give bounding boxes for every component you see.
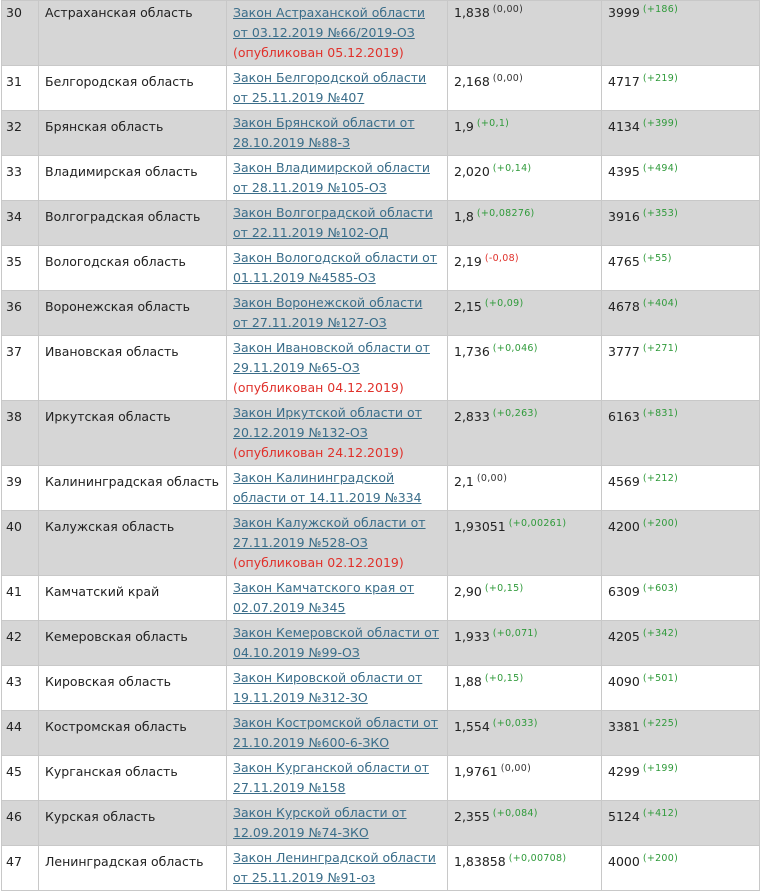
cost-value: 4395 bbox=[608, 164, 640, 179]
row-number: 30 bbox=[2, 1, 39, 66]
table-row bbox=[2, 846, 760, 891]
cost-delta: (+212) bbox=[642, 473, 679, 484]
law-link[interactable]: Закон Костромской области от 21.10.2019 №600-6-ЗКО bbox=[233, 715, 439, 750]
cost-cell bbox=[602, 1, 760, 66]
region-name: Кировская область bbox=[39, 666, 227, 711]
coefficient-delta: (0,00) bbox=[492, 73, 524, 84]
coefficient-cell bbox=[448, 156, 602, 201]
region-name: Курганская область bbox=[39, 756, 227, 801]
coefficient-delta: (+0,263) bbox=[492, 408, 538, 419]
cost-value: 4299 bbox=[608, 764, 640, 779]
law-link[interactable]: Закон Кемеровской области от 04.10.2019 №99-ОЗ bbox=[233, 625, 440, 660]
coefficient-delta: (0,00) bbox=[492, 4, 524, 15]
cost-delta: (+199) bbox=[642, 763, 679, 774]
cost-cell bbox=[602, 66, 760, 111]
law-cell bbox=[227, 336, 448, 401]
coefficient-cell bbox=[448, 336, 602, 401]
cost-cell bbox=[602, 511, 760, 576]
coefficient-delta: (+0,15) bbox=[484, 673, 524, 684]
cost-value: 3777 bbox=[608, 344, 640, 359]
law-cell bbox=[227, 711, 448, 756]
region-name: Кемеровская область bbox=[39, 621, 227, 666]
cost-delta: (+831) bbox=[642, 408, 679, 419]
cost-value: 4200 bbox=[608, 519, 640, 534]
law-link[interactable]: Закон Кировской области от 19.11.2019 №312-ЗО bbox=[233, 670, 423, 705]
coefficient-delta: (+0,00708) bbox=[508, 853, 567, 864]
table-row bbox=[2, 801, 760, 846]
region-name: Астраханская область bbox=[39, 1, 227, 66]
row-number: 33 bbox=[2, 156, 39, 201]
cost-cell bbox=[602, 801, 760, 846]
region-name: Вологодская область bbox=[39, 246, 227, 291]
coefficient-cell bbox=[448, 511, 602, 576]
cost-value: 4678 bbox=[608, 299, 640, 314]
coefficient-delta: (+0,09) bbox=[484, 298, 524, 309]
law-link[interactable]: Закон Калужской области от 27.11.2019 №528-ОЗ bbox=[233, 515, 426, 550]
cost-value: 4134 bbox=[608, 119, 640, 134]
law-cell bbox=[227, 466, 448, 511]
law-cell bbox=[227, 576, 448, 621]
coefficient-delta: (+0,046) bbox=[492, 343, 538, 354]
region-name: Иркутская область bbox=[39, 401, 227, 466]
region-name: Волгоградская область bbox=[39, 201, 227, 246]
coefficient-delta: (0,00) bbox=[476, 473, 508, 484]
published-note: (опубликован 02.12.2019) bbox=[233, 555, 404, 570]
table-row bbox=[2, 156, 760, 201]
cost-delta: (+225) bbox=[642, 718, 679, 729]
cost-cell bbox=[602, 156, 760, 201]
law-link[interactable]: Закон Воронежской области от 27.11.2019 №127-ОЗ bbox=[233, 295, 423, 330]
cost-delta: (+342) bbox=[642, 628, 679, 639]
law-cell bbox=[227, 621, 448, 666]
coefficient-value: 2,90 bbox=[454, 584, 482, 599]
cost-cell bbox=[602, 111, 760, 156]
coefficient-value: 1,736 bbox=[454, 344, 490, 359]
coefficient-delta: (+0,033) bbox=[492, 718, 538, 729]
law-link[interactable]: Закон Брянской области от 28.10.2019 №88-З bbox=[233, 115, 415, 150]
cost-value: 4569 bbox=[608, 474, 640, 489]
cost-cell bbox=[602, 246, 760, 291]
law-link[interactable]: Закон Курганской области от 27.11.2019 №158 bbox=[233, 760, 429, 795]
table-row bbox=[2, 66, 760, 111]
region-name: Калужская область bbox=[39, 511, 227, 576]
region-name: Владимирская область bbox=[39, 156, 227, 201]
row-number: 35 bbox=[2, 246, 39, 291]
cost-value: 4090 bbox=[608, 674, 640, 689]
law-link[interactable]: Закон Ленинградской области от 25.11.2019 №91-оз bbox=[233, 850, 436, 885]
coefficient-cell bbox=[448, 621, 602, 666]
regions-table bbox=[1, 0, 760, 891]
coefficient-cell bbox=[448, 846, 602, 891]
row-number: 32 bbox=[2, 111, 39, 156]
coefficient-cell bbox=[448, 711, 602, 756]
coefficient-delta: (-0,08) bbox=[484, 253, 519, 264]
table-row bbox=[2, 511, 760, 576]
row-number: 46 bbox=[2, 801, 39, 846]
table-row bbox=[2, 201, 760, 246]
coefficient-cell bbox=[448, 291, 602, 336]
row-number: 36 bbox=[2, 291, 39, 336]
cost-value: 6309 bbox=[608, 584, 640, 599]
coefficient-cell bbox=[448, 401, 602, 466]
cost-cell bbox=[602, 201, 760, 246]
coefficient-delta: (0,00) bbox=[500, 763, 532, 774]
cost-delta: (+404) bbox=[642, 298, 679, 309]
law-cell bbox=[227, 801, 448, 846]
cost-value: 4717 bbox=[608, 74, 640, 89]
row-number: 34 bbox=[2, 201, 39, 246]
table-row bbox=[2, 466, 760, 511]
law-cell bbox=[227, 846, 448, 891]
coefficient-delta: (+0,071) bbox=[492, 628, 538, 639]
law-cell bbox=[227, 756, 448, 801]
cost-delta: (+55) bbox=[642, 253, 672, 264]
coefficient-cell bbox=[448, 111, 602, 156]
cost-value: 4765 bbox=[608, 254, 640, 269]
table-row bbox=[2, 756, 760, 801]
table-row bbox=[2, 576, 760, 621]
coefficient-cell bbox=[448, 466, 602, 511]
cost-delta: (+186) bbox=[642, 4, 679, 15]
row-number: 44 bbox=[2, 711, 39, 756]
coefficient-delta: (+0,14) bbox=[492, 163, 532, 174]
coefficient-cell bbox=[448, 666, 602, 711]
cost-delta: (+219) bbox=[642, 73, 679, 84]
law-link[interactable]: Закон Белгородской области от 25.11.2019 №407 bbox=[233, 70, 427, 105]
region-name: Курская область bbox=[39, 801, 227, 846]
table-row bbox=[2, 401, 760, 466]
cost-value: 4000 bbox=[608, 854, 640, 869]
cost-cell bbox=[602, 621, 760, 666]
region-name: Брянская область bbox=[39, 111, 227, 156]
cost-delta: (+353) bbox=[642, 208, 679, 219]
coefficient-value: 1,933 bbox=[454, 629, 490, 644]
law-link[interactable]: Закон Волгоградской области от 22.11.2019 №102-ОД bbox=[233, 205, 433, 240]
cost-cell bbox=[602, 291, 760, 336]
cost-delta: (+399) bbox=[642, 118, 679, 129]
law-cell bbox=[227, 401, 448, 466]
region-name: Калининградская область bbox=[39, 466, 227, 511]
cost-value: 3999 bbox=[608, 5, 640, 20]
coefficient-cell bbox=[448, 756, 602, 801]
row-number: 37 bbox=[2, 336, 39, 401]
region-name: Ивановская область bbox=[39, 336, 227, 401]
row-number: 45 bbox=[2, 756, 39, 801]
region-name: Воронежская область bbox=[39, 291, 227, 336]
coefficient-delta: (+0,15) bbox=[484, 583, 524, 594]
law-cell bbox=[227, 201, 448, 246]
cost-delta: (+494) bbox=[642, 163, 679, 174]
coefficient-delta: (+0,084) bbox=[492, 808, 538, 819]
law-link[interactable]: Закон Ивановской области от 29.11.2019 №65-ОЗ bbox=[233, 340, 430, 375]
cost-cell bbox=[602, 846, 760, 891]
coefficient-value: 1,8 bbox=[454, 209, 474, 224]
law-link[interactable]: Закон Владимирской области от 28.11.2019 №105-ОЗ bbox=[233, 160, 430, 195]
law-cell bbox=[227, 111, 448, 156]
coefficient-cell bbox=[448, 1, 602, 66]
law-link[interactable]: Закон Астраханской области от 03.12.2019 №66/2019-ОЗ bbox=[233, 5, 425, 40]
coefficient-cell bbox=[448, 201, 602, 246]
coefficient-value: 2,833 bbox=[454, 409, 490, 424]
row-number: 40 bbox=[2, 511, 39, 576]
coefficient-value: 2,355 bbox=[454, 809, 490, 824]
cost-delta: (+501) bbox=[642, 673, 679, 684]
coefficient-value: 2,1 bbox=[454, 474, 474, 489]
coefficient-cell bbox=[448, 576, 602, 621]
law-link[interactable]: Закон Иркутской области от 20.12.2019 №132-ОЗ bbox=[233, 405, 422, 440]
row-number: 47 bbox=[2, 846, 39, 891]
law-cell bbox=[227, 246, 448, 291]
law-cell bbox=[227, 666, 448, 711]
law-cell bbox=[227, 156, 448, 201]
published-note: (опубликован 04.12.2019) bbox=[233, 380, 404, 395]
coefficient-value: 1,83858 bbox=[454, 854, 506, 869]
region-name: Белгородская область bbox=[39, 66, 227, 111]
table-row bbox=[2, 666, 760, 711]
law-cell bbox=[227, 291, 448, 336]
cost-cell bbox=[602, 711, 760, 756]
row-number: 31 bbox=[2, 66, 39, 111]
published-note: (опубликован 05.12.2019) bbox=[233, 45, 404, 60]
coefficient-value: 1,88 bbox=[454, 674, 482, 689]
coefficient-value: 2,020 bbox=[454, 164, 490, 179]
table-row bbox=[2, 621, 760, 666]
coefficient-value: 1,9761 bbox=[454, 764, 498, 779]
cost-cell bbox=[602, 336, 760, 401]
cost-value: 6163 bbox=[608, 409, 640, 424]
cost-value: 4205 bbox=[608, 629, 640, 644]
law-cell bbox=[227, 511, 448, 576]
cost-cell bbox=[602, 756, 760, 801]
cost-cell bbox=[602, 666, 760, 711]
law-link[interactable]: Закон Вологодской области от 01.11.2019 №4585-ОЗ bbox=[233, 250, 438, 285]
cost-value: 3381 bbox=[608, 719, 640, 734]
coefficient-value: 2,19 bbox=[454, 254, 482, 269]
table-row bbox=[2, 1, 760, 66]
cost-cell bbox=[602, 401, 760, 466]
coefficient-value: 1,9 bbox=[454, 119, 474, 134]
coefficient-cell bbox=[448, 801, 602, 846]
coefficient-value: 1,838 bbox=[454, 5, 490, 20]
table-row bbox=[2, 336, 760, 401]
coefficient-cell bbox=[448, 66, 602, 111]
table-row bbox=[2, 111, 760, 156]
row-number: 38 bbox=[2, 401, 39, 466]
coefficient-cell bbox=[448, 246, 602, 291]
cost-delta: (+200) bbox=[642, 853, 679, 864]
coefficient-value: 2,15 bbox=[454, 299, 482, 314]
law-link[interactable]: Закон Калининградской области от 14.11.2019 №334 bbox=[233, 470, 422, 505]
coefficient-value: 2,168 bbox=[454, 74, 490, 89]
row-number: 42 bbox=[2, 621, 39, 666]
region-name: Костромская область bbox=[39, 711, 227, 756]
cost-value: 3916 bbox=[608, 209, 640, 224]
law-link[interactable]: Закон Камчатского края от 02.07.2019 №345 bbox=[233, 580, 415, 615]
coefficient-value: 1,93051 bbox=[454, 519, 506, 534]
cost-cell bbox=[602, 576, 760, 621]
coefficient-delta: (+0,08276) bbox=[476, 208, 535, 219]
cost-delta: (+412) bbox=[642, 808, 679, 819]
table-row bbox=[2, 246, 760, 291]
cost-delta: (+200) bbox=[642, 518, 679, 529]
table-row bbox=[2, 711, 760, 756]
published-note: (опубликован 24.12.2019) bbox=[233, 445, 404, 460]
table-row bbox=[2, 291, 760, 336]
region-name: Камчатский край bbox=[39, 576, 227, 621]
cost-delta: (+271) bbox=[642, 343, 679, 354]
law-link[interactable]: Закон Курской области от 12.09.2019 №74-ЗКО bbox=[233, 805, 407, 840]
coefficient-delta: (+0,1) bbox=[476, 118, 510, 129]
coefficient-delta: (+0,00261) bbox=[508, 518, 567, 529]
row-number: 41 bbox=[2, 576, 39, 621]
cost-value: 5124 bbox=[608, 809, 640, 824]
region-name: Ленинградская область bbox=[39, 846, 227, 891]
law-cell bbox=[227, 66, 448, 111]
law-cell bbox=[227, 1, 448, 66]
row-number: 39 bbox=[2, 466, 39, 511]
regions-table-body bbox=[2, 1, 760, 891]
row-number: 43 bbox=[2, 666, 39, 711]
coefficient-value: 1,554 bbox=[454, 719, 490, 734]
cost-delta: (+603) bbox=[642, 583, 679, 594]
cost-cell bbox=[602, 466, 760, 511]
